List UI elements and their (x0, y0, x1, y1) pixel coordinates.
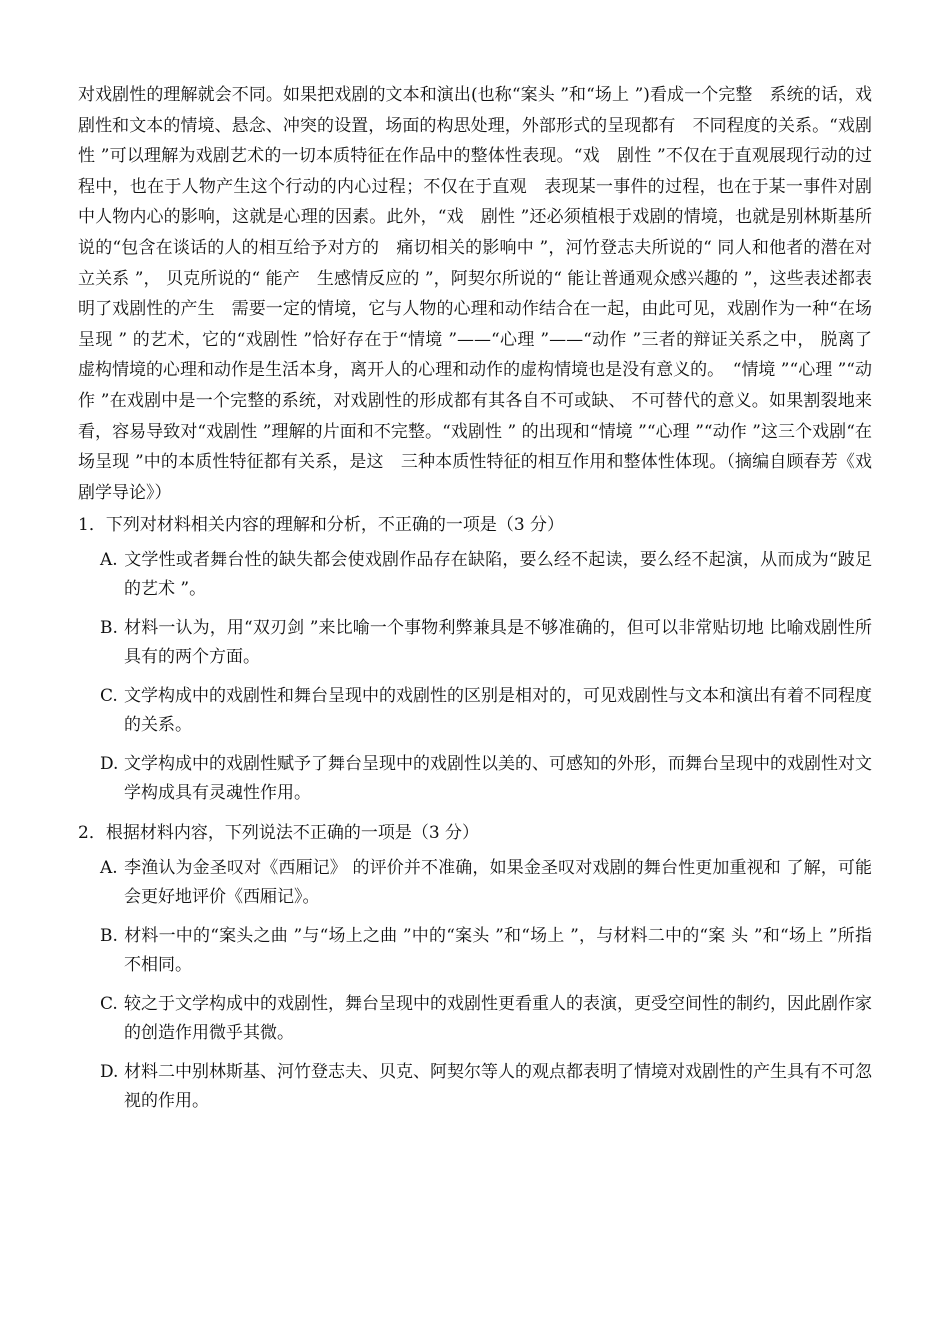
option-text: 李渔认为金圣叹对《西厢记》 的评价并不准确，如果金圣叹对戏剧的舞台性更加重视和 了解，可能会更好地评价《西厢记》。 (124, 858, 872, 908)
option-text: 材料一认为，用“双刃剑 ”来比喻一个事物利弊兼具是不够准确的，但可以非常贴切地 比喻戏剧性所具有的两个方面。 (124, 618, 872, 668)
option-b (100, 922, 872, 980)
reading-passage: 对戏剧性的理解就会不同。如果把戏剧的文本和演出(也称“案头 ”和“场上 ”)看成一个完整 系统的话，戏剧性和文本的情境、悬念、冲突的设置，场面的构思处理，外部形式的呈现都有 不同程度的关系。“戏剧性 ”可以理解为戏剧艺术的一切本质特征在作品中的整体性表现。“戏 剧性 ”不仅在于直观展现行动的过程中，也在于人物产生这个行动的内心过程；不仅在于直观 表现某一事件的过程，也在于某一事件对剧中人物内心的影响，这就是心理的因素。此外，“戏 剧性 ”还必须植根于戏剧的情境，也就是别林斯基所说的“包含在谈话的人的相互给予对方的 痛切相关的影响中 ”，河竹登志夫所说的“ 同人和他者的潜在对立关系 ”， 贝克所说的“ 能产 生感情反应的 ”，阿契尔所说的“ 能让普通观众感兴趣的 ”，这些表述都表明了戏剧性的产生 需要一定的情境，它与人物的心理和动作结合在一起，由此可见，戏剧作为一种“在场呈现 ” 的艺术，它的“戏剧性 ”恰好存在于“情境 ”——“心理 ”——“动作 ”三者的辩证关系之中， 脱离了虚构情境的心理和动作是生活本身，离开人的心理和动作的虚构情境也是没有意义的。 “情境 ”“心理 ”“动作 ”在戏剧中是一个完整的系统，对戏剧性的形成都有其各自不可或缺、 不可替代的意义。如果割裂地来看，容易导致对“戏剧性 ”理解的片面和不完整。“戏剧性 ” 的出现和“情境 ”“心理 ”“动作 ”这三个戏剧“在场呈现 ”中的本质性特征都有关系，是这 三种本质性特征的相互作用和整体性体现。（摘编自顾春芳《戏剧学导论》） (78, 85, 872, 503)
question-1 (78, 510, 872, 808)
option-c (100, 990, 872, 1048)
option-d (100, 750, 872, 808)
option-text: 文学构成中的戏剧性赋予了舞台呈现中的戏剧性以美的、可感知的外形，而舞台呈现中的戏剧性对文学构成具有灵魂性作用。 (124, 754, 872, 804)
option-text: 文学性或者舞台性的缺失都会使戏剧作品存在缺陷，要么经不起读，要么经不起演，从而成为“跛足的艺术 ”。 (124, 550, 872, 600)
option-letter: D. (100, 1062, 119, 1083)
question-2 (78, 818, 872, 1116)
option-text: 材料一中的“案头之曲 ”与“场上之曲 ”中的“案头 ”和“场上 ”，与材料二中的“案 头 ”和“场上 ”所指不相同。 (124, 926, 872, 976)
option-a (100, 854, 872, 912)
option-letter: D. (100, 754, 119, 775)
question-stem: 1．下列对材料相关内容的理解和分析，不正确的一项是（3 分） (78, 515, 565, 536)
option-d (100, 1058, 872, 1116)
option-letter: B. (100, 926, 118, 947)
option-letter: B. (100, 618, 118, 639)
option-letter: A. (100, 858, 118, 879)
option-letter: C. (100, 994, 118, 1015)
option-text: 较之于文学构成中的戏剧性，舞台呈现中的戏剧性更看重人的表演，更受空间性的制约，因此剧作家的创造作用微乎其微。 (124, 994, 872, 1044)
option-letter: C. (100, 686, 118, 707)
option-c (100, 682, 872, 740)
option-text: 材料二中别林斯基、河竹登志夫、贝克、阿契尔等人的观点都表明了情境对戏剧性的产生具有不可忽视的作用。 (124, 1062, 872, 1112)
option-a (100, 546, 872, 604)
question-stem: 2．根据材料内容，下列说法不正确的一项是（3 分） (78, 823, 480, 844)
option-letter: A. (100, 550, 118, 571)
option-text: 文学构成中的戏剧性和舞台呈现中的戏剧性的区别是相对的，可见戏剧性与文本和演出有着不同程度的关系。 (124, 686, 872, 736)
option-b (100, 614, 872, 672)
